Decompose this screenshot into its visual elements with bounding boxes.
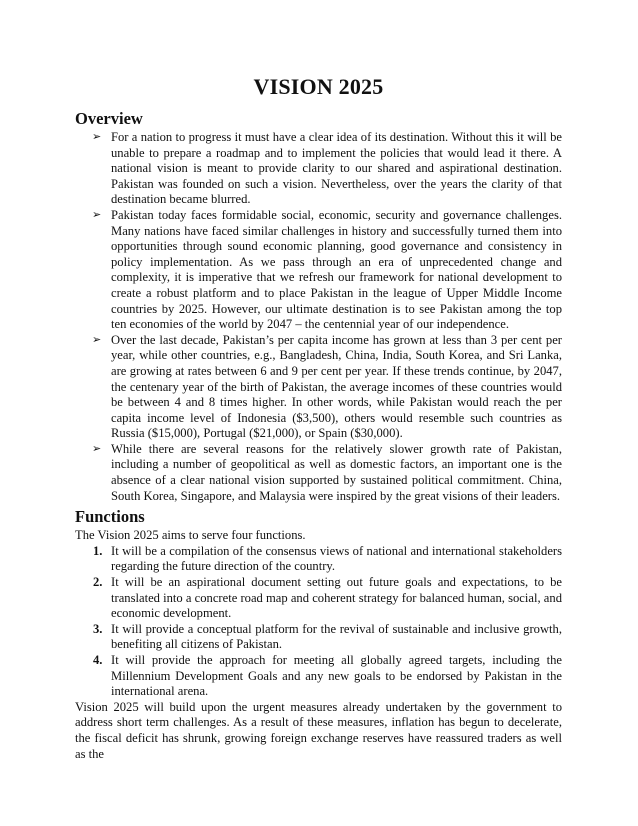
document-title: VISION 2025 <box>253 74 384 99</box>
list-item <box>92 332 562 442</box>
functions-heading: Functions <box>75 507 145 527</box>
item-number: 2. <box>93 575 103 590</box>
functions-closing-paragraph: Vision 2025 will build upon the urgent measures already undertaken by the government to address short term challenges. As a result of these measures, inflation has begun to decelerate, the fiscal deficit has shrunk, growing foreign exchange reserves have reassured traders as well as the <box>75 699 562 761</box>
item-number: 4. <box>93 653 103 667</box>
bullet-text: Pakistan today faces formidable social, economic, security and governance challenges. Many nations have faced similar challenges in history and successfully turned them into opportunities through sound economic planning, good governance and consistency in policy implementation. As we pass through an era of unprecedented change and complexity, it is imperative that we refresh our framework for national development to create a robust platform and to place Pakistan in the league of Upper Middle Income countries by 2025. However, our ultimate destination is to see Pakistan among the top ten economies of the world by 2047 – the centennial year of our independence. <box>111 207 562 332</box>
list-item <box>92 441 562 504</box>
functions-numbered-list <box>75 544 562 700</box>
list-item <box>93 621 562 653</box>
overview-heading: Overview <box>75 109 143 128</box>
item-text: It will provide a conceptual platform for the revival of sustainable and inclusive growth, benefiting all citizens of Pakistan. <box>111 621 562 652</box>
arrow-bullet-icon: ➢ <box>92 131 102 143</box>
bullet-text: For a nation to progress it must have a clear idea of its destination. Without this it will be unable to prepare a roadmap and to implement the policies that would lead it there. A national vision is meant to provide clarity to our shared and aspirational destination. Pakistan was founded on such a vision. Nevertheless, over the years the clarity of that destination became blurred. <box>111 130 562 207</box>
arrow-bullet-icon: ➢ <box>92 442 102 455</box>
list-item <box>93 543 562 575</box>
list-item <box>92 207 562 333</box>
functions-intro: The Vision 2025 aims to serve four functions. <box>75 528 306 543</box>
overview-bullet-list <box>75 130 562 504</box>
item-text: It will be an aspirational document setting out future goals and expectations, to be translated into a concrete road map and coherent strategy for balanced human, social, and economic development. <box>111 575 562 621</box>
list-item <box>93 653 562 700</box>
bullet-text: Over the last decade, Pakistan’s per capita income has grown at less than 3 per cent per year, while other countries, e.g., Bangladesh, China, India, South Korea, and Sri Lanka, are growing at rates between 6 and 9 per cent per year. If these trends continue, by 2047, the centenary year of the birth of Pakistan, the average incomes of these countries would be between 4 and 8 times higher. In other words, while Pakistan would reach the per capita income level of Indonesia ($3,500), others would resemble such countries as Russia ($15,000), Portugal ($21,000), or Spain ($30,000). <box>111 332 562 441</box>
bullet-text: While there are several reasons for the relatively slower growth rate of Pakistan, including a number of geopolitical as well as domestic factors, an important one is the absence of a clear national vision supported by sustained political commitment. China, South Korea, Singapore, and Malaysia were inspired by the great visions of their leaders. <box>111 441 562 503</box>
item-number: 1. <box>93 543 103 558</box>
list-item <box>92 130 562 208</box>
list-item <box>93 575 562 622</box>
item-number: 3. <box>93 621 103 636</box>
arrow-bullet-icon: ➢ <box>92 208 102 221</box>
item-text: It will provide the approach for meeting all globally agreed targets, including the Millennium Development Goals and any new goals to be endorsed by Pakistan in the international arena. <box>111 653 562 699</box>
arrow-bullet-icon: ➢ <box>92 333 102 346</box>
item-text: It will be a compilation of the consensus views of national and international stakeholders regarding the future direction of the country. <box>111 543 562 574</box>
